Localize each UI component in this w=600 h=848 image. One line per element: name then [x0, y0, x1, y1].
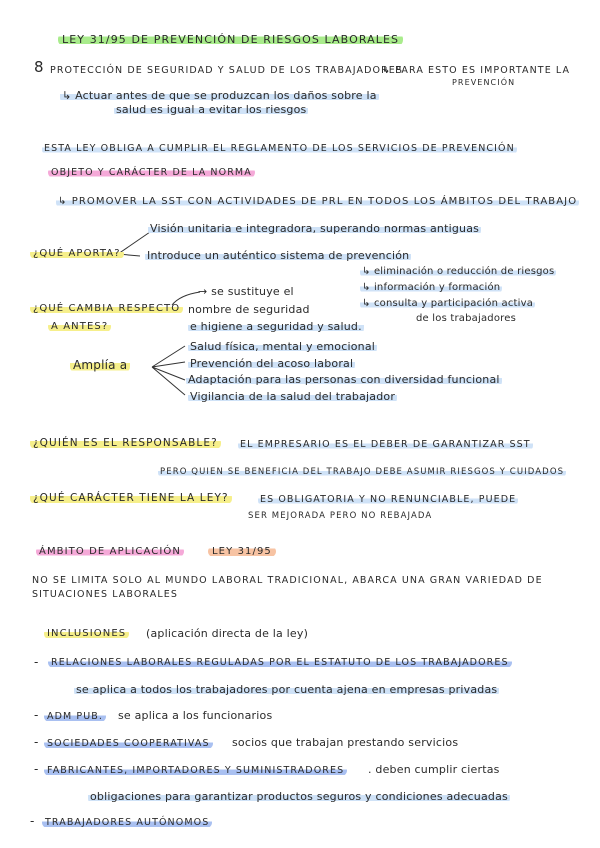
objeto-text: ↳ PROMOVER LA SST CON ACTIVIDADES DE PRL EN TODOS LOS ÁMBITOS DEL TRABAJO: [58, 196, 578, 207]
objeto-heading: OBJETO Y CARÁCTER DE LA NORMA: [48, 166, 255, 180]
inclusion-title-5: TRABAJADORES AUTÓNOMOS: [42, 816, 212, 830]
inclusion-dash-5: -: [30, 814, 35, 828]
intro-line-3: salud es igual a evitar los riesgos: [116, 103, 307, 116]
cambia-item-2: nombre de seguridad: [188, 303, 310, 316]
inclusion-detail-1: se aplica a todos los trabajadores por cuenta ajena en empresas privadas: [76, 683, 498, 696]
caracter-question: ¿QUÉ CARÁCTER TIENE LA LEY?: [30, 491, 232, 505]
aporta-item-1: Visión unitaria e integradora, superando normas antiguas: [150, 222, 480, 235]
inclusion-title-3: SOCIEDADES COOPERATIVAS: [44, 737, 213, 751]
inclusion-dash-3: -: [34, 735, 39, 749]
responsable-answer-2: PERO QUIEN SE BENEFICIA DEL TRABAJO DEBE ASUMIR RIESGOS Y CUIDADOS: [160, 467, 565, 477]
inclusion-title-1: RELACIONES LABORALES REGULADAS POR EL ESTATUTO DE LOS TRABAJADORES: [48, 656, 512, 670]
inclusion-title-4: FABRICANTES, IMPORTADORES Y SUMINISTRADORES: [44, 764, 347, 778]
cambia-question-2: A ANTES?: [48, 320, 111, 334]
intro-line-1: PROTECCIÓN DE SEGURIDAD Y SALUD DE LOS TRABAJADORES: [50, 65, 404, 76]
ambito-tag: LEY 31/95: [208, 545, 276, 559]
inclusion-detail-2: se aplica a los funcionarios: [118, 709, 273, 722]
caracter-answer-2: SER MEJORADA PERO NO REBAJADA: [248, 511, 433, 521]
inclusion-detail-4b: obligaciones para garantizar productos seguros y condiciones adecuadas: [90, 790, 508, 803]
aporta-item-2: Introduce un auténtico sistema de prevención: [147, 249, 410, 262]
amplia-item-4: Vigilancia de la salud del trabajador: [190, 390, 396, 403]
bullet-number: 8: [34, 58, 44, 76]
aporta-sub-3: ↳ consulta y participación activa: [362, 298, 534, 309]
inclusion-title-2: ADM PUB.: [44, 710, 106, 724]
amplia-item-1: Salud física, mental y emocional: [190, 340, 376, 353]
aporta-sub-1: ↳ eliminación o reducción de riesgos: [362, 266, 555, 277]
inclusion-detail-4: . deben cumplir ciertas: [368, 763, 500, 776]
inclusion-dash-4: -: [34, 762, 39, 776]
inclusion-dash-2: -: [34, 708, 39, 722]
caracter-answer: ES OBLIGATORIA Y NO RENUNCIABLE, PUEDE: [260, 494, 517, 505]
intro-arrow-text: ↳ PARA ESTO ES IMPORTANTE LA: [382, 65, 571, 76]
amplia-bracket: [152, 346, 185, 395]
aporta-sub-3b: de los trabajadores: [416, 313, 517, 324]
aporta-sub-2: ↳ información y formación: [362, 282, 501, 293]
amplia-label: Amplía a: [70, 358, 130, 372]
ambito-text-2: SITUACIONES LABORALES: [32, 589, 178, 600]
responsable-question: ¿QUIÉN ES EL RESPONSABLE?: [30, 436, 221, 450]
amplia-item-2: Prevención del acoso laboral: [190, 357, 354, 370]
intro-line-2: ↳ Actuar antes de que se produzcan los daños sobre la: [62, 89, 377, 102]
responsable-answer: EL EMPRESARIO ES EL DEBER DE GARANTIZAR SST: [240, 439, 531, 450]
obliga-line: ESTA LEY OBLIGA A CUMPLIR EL REGLAMENTO DE LOS SERVICIOS DE PREVENCIÓN: [44, 143, 515, 154]
cambia-item-1: → se sustituye el: [198, 285, 294, 298]
ambito-heading: ÁMBITO DE APLICACIÓN: [36, 545, 184, 559]
inclusion-detail-3: socios que trabajan prestando servicios: [232, 736, 459, 749]
aporta-question: ¿QUÉ APORTA?: [30, 247, 124, 261]
inclusion-dash-1: -: [34, 655, 39, 669]
intro-arrow-text-2: PREVENCIÓN: [452, 78, 516, 87]
amplia-item-3: Adaptación para las personas con diversidad funcional: [188, 373, 500, 386]
cambia-item-3: e higiene a seguridad y salud.: [190, 320, 362, 333]
inclusiones-heading: INCLUSIONES: [44, 627, 129, 641]
inclusiones-note: (aplicación directa de la ley): [146, 627, 309, 640]
ambito-text-1: NO SE LIMITA SOLO AL MUNDO LABORAL TRADICIONAL, ABARCA UNA GRAN VARIEDAD DE: [32, 575, 543, 586]
cambia-question: ¿QUÉ CAMBIA RESPECTO: [30, 302, 183, 316]
page-title: LEY 31/95 DE PREVENCIÓN DE RIESGOS LABORALES: [58, 33, 403, 47]
